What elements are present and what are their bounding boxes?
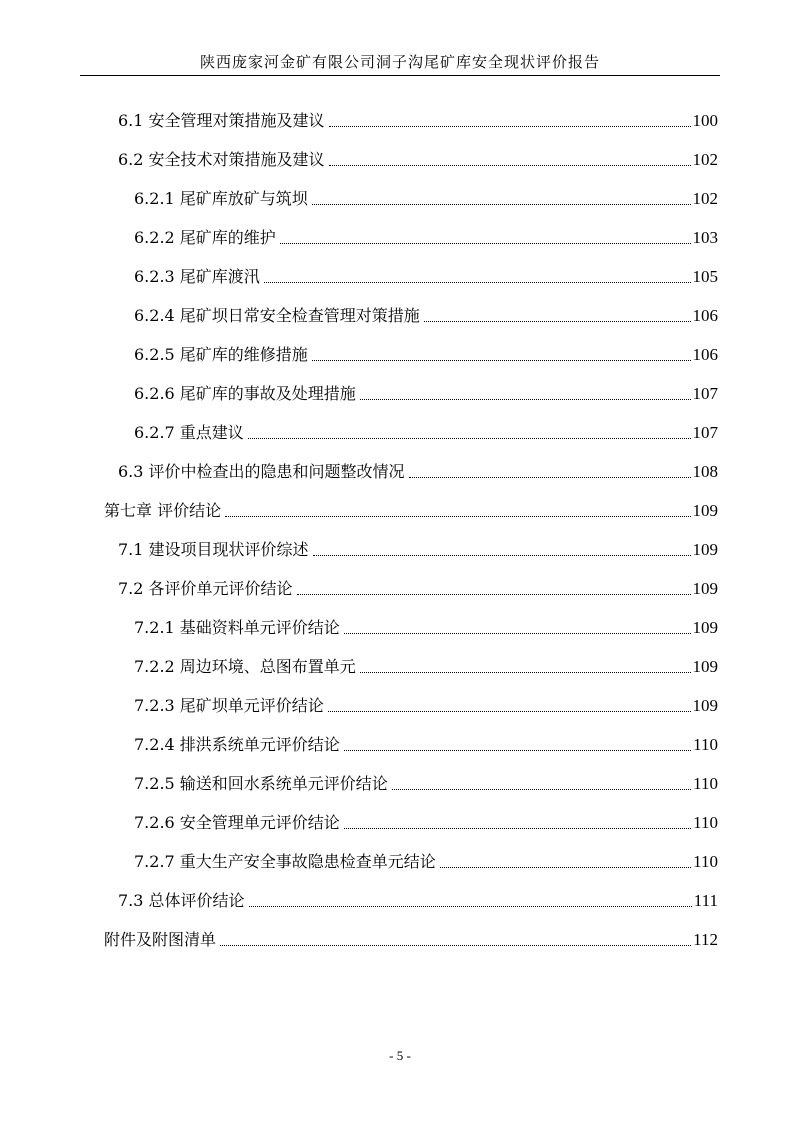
toc-dot-leader (344, 828, 691, 829)
toc-dot-leader (220, 945, 691, 946)
toc-entry[interactable] (134, 616, 718, 640)
toc-entry[interactable] (118, 460, 718, 484)
toc-entry-page: 109 (692, 501, 718, 520)
toc-dot-leader (329, 165, 691, 166)
toc-entry-page: 112 (693, 930, 718, 949)
toc-entry-title: 7.2.1 基础资料单元评价结论 (134, 618, 340, 637)
toc-dot-leader (409, 477, 691, 478)
toc-entry[interactable] (104, 928, 718, 952)
toc-dot-leader (312, 204, 691, 205)
toc-entry-page: 109 (692, 579, 718, 598)
toc-entry-title: 7.2.7 重大生产安全事故隐患检查单元结论 (134, 852, 436, 871)
toc-entry-title: 6.2.4 尾矿坝日常安全检查管理对策措施 (134, 306, 420, 325)
toc-entry-title: 7.2.2 周边环境、总图布置单元 (134, 657, 356, 676)
toc-entry-title: 6.2.6 尾矿库的事故及处理措施 (134, 384, 356, 403)
toc-entry-page: 105 (692, 267, 718, 286)
toc-entry-page: 110 (693, 813, 718, 832)
toc-dot-leader (249, 906, 692, 907)
toc-entry[interactable] (134, 421, 718, 445)
toc-entry-title: 第七章 评价结论 (104, 501, 222, 520)
toc-entry[interactable] (134, 343, 718, 367)
toc-dot-leader (360, 399, 691, 400)
toc-dot-leader (297, 594, 691, 595)
toc-dot-leader (328, 711, 691, 712)
toc-entry[interactable] (118, 148, 718, 172)
toc-dot-leader (440, 867, 691, 868)
toc-entry-title: 6.1 安全管理对策措施及建议 (118, 111, 325, 130)
toc-entry-page: 107 (692, 423, 718, 442)
page-number: - 5 - (389, 1048, 411, 1063)
toc-entry[interactable] (104, 499, 718, 523)
toc-entry[interactable] (134, 187, 718, 211)
toc-entry-page: 110 (693, 735, 718, 754)
toc-entry-page: 109 (692, 696, 718, 715)
toc-entry-page: 106 (692, 345, 718, 364)
toc-entry[interactable] (134, 850, 718, 874)
toc-entry-page: 109 (692, 618, 718, 637)
toc-entry-page: 109 (692, 540, 718, 559)
toc-entry[interactable] (118, 109, 718, 133)
toc-entry-title: 6.3 评价中检查出的隐患和问题整改情况 (118, 462, 405, 481)
toc-dot-leader (312, 360, 691, 361)
toc-entry[interactable] (134, 265, 718, 289)
toc-entry-title: 7.3 总体评价结论 (118, 891, 245, 910)
toc-entry-title: 7.1 建设项目现状评价综述 (118, 540, 309, 559)
toc-entry[interactable] (118, 577, 718, 601)
toc-dot-leader (280, 243, 691, 244)
toc-dot-leader (329, 126, 691, 127)
toc-entry-title: 7.2.4 排洪系统单元评价结论 (134, 735, 340, 754)
toc-entry[interactable] (134, 811, 718, 835)
toc-entry[interactable] (134, 226, 718, 250)
toc-entry-title: 6.2.3 尾矿库渡汛 (134, 267, 260, 286)
toc-dot-leader (360, 672, 691, 673)
toc-entry-page: 106 (692, 306, 718, 325)
toc-dot-leader (424, 321, 691, 322)
toc-entry-page: 100 (692, 111, 718, 130)
toc-entry-page: 108 (692, 462, 718, 481)
toc-entry-page: 102 (692, 189, 718, 208)
toc-dot-leader (313, 555, 691, 556)
toc-entry-page: 111 (693, 891, 718, 910)
toc-entry-title: 附件及附图清单 (104, 930, 217, 949)
toc-entry-title: 6.2.1 尾矿库放矿与筑坝 (134, 189, 308, 208)
toc-dot-leader (392, 789, 691, 790)
toc-entry-title: 7.2.5 输送和回水系统单元评价结论 (134, 774, 388, 793)
toc-entry-page: 107 (692, 384, 718, 403)
toc-dot-leader (264, 282, 691, 283)
toc-entry[interactable] (134, 382, 718, 406)
toc-entry-title: 6.2.5 尾矿库的维修措施 (134, 345, 308, 364)
toc-entry-page: 103 (692, 228, 718, 247)
toc-entry-page: 110 (693, 774, 718, 793)
toc-entry-title: 7.2 各评价单元评价结论 (118, 579, 293, 598)
toc-entry-title: 6.2.7 重点建议 (134, 423, 244, 442)
toc-entry[interactable] (134, 655, 718, 679)
toc-entry-title: 7.2.6 安全管理单元评价结论 (134, 813, 340, 832)
toc-dot-leader (344, 750, 691, 751)
toc-entry[interactable] (134, 772, 718, 796)
toc-entry-page: 110 (693, 852, 718, 871)
toc-entry[interactable] (134, 304, 718, 328)
toc-dot-leader (225, 516, 690, 517)
toc-entry[interactable] (134, 694, 718, 718)
toc-entry[interactable] (118, 538, 718, 562)
toc-dot-leader (248, 438, 691, 439)
toc-entry[interactable] (118, 889, 718, 913)
toc-entry-title: 6.2.2 尾矿库的维护 (134, 228, 276, 247)
toc-entry-title: 7.2.3 尾矿坝单元评价结论 (134, 696, 324, 715)
running-header: 陕西庞家河金矿有限公司洞子沟尾矿库安全现状评价报告 (199, 53, 600, 71)
toc-entry-page: 102 (692, 150, 718, 169)
header-rule (80, 75, 720, 76)
toc-entry-page: 109 (692, 657, 718, 676)
toc-dot-leader (344, 633, 691, 634)
toc-entry[interactable] (134, 733, 718, 757)
toc-entry-title: 6.2 安全技术对策措施及建议 (118, 150, 325, 169)
